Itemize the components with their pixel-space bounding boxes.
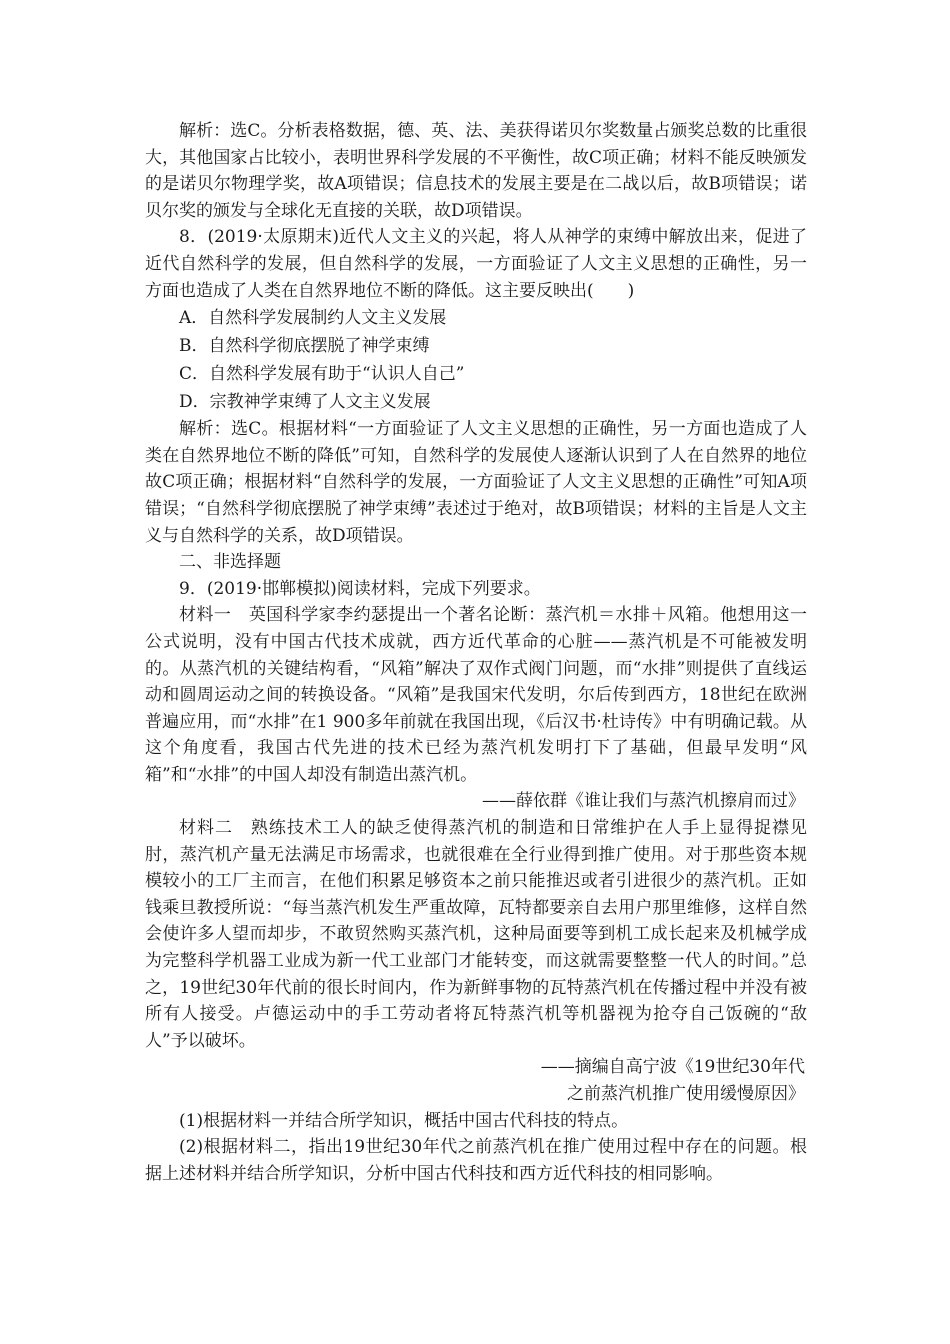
q7-analysis: 解析：选C。分析表格数据，德、英、法、美获得诺贝尔奖数量占颁奖总数的比重很大，其他国家占比较小，表明世界科学发展的不平衡性，故C项正确；材料不能反映颁发的是诺贝尔物理学奖，故A项错误；信息技术的发展主要是在二战以后，故B项错误；诺贝尔奖的颁发与全球化无直接的关联，故D项错误。 [145, 121, 807, 221]
q8-option-c: C．自然科学发展有助于“认识人自己” [179, 364, 465, 385]
document-page [145, 118, 807, 1187]
q9-material1: 材料一 英国科学家李约瑟提出一个著名论断：蒸汽机＝水排＋风箱。他想用这一公式说明，没有中国古代技术成就，西方近代革命的心脏——蒸汽机是不可能被发明的。从蒸汽机的关键结构看，“风箱”解决了双作式阀门问题，而“水排”则提供了直线运动和圆周运动之间的转换设备。“风箱”是我国宋代发明，尔后传到西方，18世纪在欧洲普遍应用，而“水排”在1 900多年前就在我国出现，《后汉书·杜诗传》中有明确记载。从这个角度看，我国古代先进的技术已经为蒸汽机发明打下了基础，但最早发明“风箱”和“水排”的中国人却没有制造出蒸汽机。 [145, 605, 807, 785]
q9-material2: 材料二 熟练技术工人的缺乏使得蒸汽机的制造和日常维护在人手上显得捉襟见肘，蒸汽机产量无法满足市场需求，也就很难在全行业得到推广使用。对于那些资本规模较小的工厂主而言，在他们积累足够资本之前只能推迟或者引进很少的蒸汽机。正如钱乘旦教授所说：“每当蒸汽机发生严重故障，瓦特都要亲自去用户那里维修，这样自然会使许多人望而却步，不敢贸然购买蒸汽机，这种局面要等到机工成长起来及机械学成为完整科学机器工业成为新一代工业部门才能转变，而这就需要整整一代人的时间。”总之，19世纪30年代前的很长时间内，作为新鲜事物的瓦特蒸汽机在传播过程中并没有被所有人接受。卢德运动中的手工劳动者将瓦特蒸汽机等机器视为抢夺自己饭碗的“敌人”予以破坏。 [145, 818, 807, 1051]
q9-stem: 9．(2019·邯郸模拟)阅读材料，完成下列要求。 [179, 578, 541, 599]
q9-source2-line1: ——摘编自高宁波《19世纪30年代 [540, 1057, 805, 1078]
q8-option-b: B．自然科学彻底摆脱了神学束缚 [179, 336, 430, 357]
section-title: 二、非选择题 [179, 552, 281, 573]
q8-stem: 8．(2019·太原期末)近代人文主义的兴起，将人从神学的束缚中解放出来，促进了近代自然科学的发展，但自然科学的发展，一方面验证了人文主义思想的正确性，另一方面也造成了人类在自然界地位不断的降低。这主要反映出( ) [145, 227, 807, 301]
q9-question2: (2)根据材料二，指出19世纪30年代之前蒸汽机在推广使用过程中存在的问题。根据上述材料并结合所学知识，分析中国古代科技和西方近代科技的相同影响。 [145, 1137, 807, 1184]
q8-analysis: 解析：选C。根据材料“一方面验证了人文主义思想的正确性，另一方面也造成了人类在自然界地位不断的降低”可知，自然科学的发展使人逐渐认识到了人在自然界的地位故C项正确；根据材料“自然科学的发展，一方面验证了人文主义思想的正确性”可知A项错误；“自然科学彻底摆脱了神学束缚”表述过于绝对，故B项错误；材料的主旨是人文主义与自然科学的关系，故D项错误。 [145, 419, 807, 546]
q9-source2-line2: 之前蒸汽机推广使用缓慢原因》 [567, 1084, 805, 1104]
q8-option-d: D．宗教神学束缚了人文主义发展 [179, 392, 431, 413]
q8-option-a: A．自然科学发展制约人文主义发展 [179, 308, 447, 329]
q9-source1: ——薛依群《谁让我们与蒸汽机擦肩而过》 [482, 791, 805, 812]
q9-question1: (1)根据材料一并结合所学知识，概括中国古代科技的特点。 [179, 1110, 629, 1131]
